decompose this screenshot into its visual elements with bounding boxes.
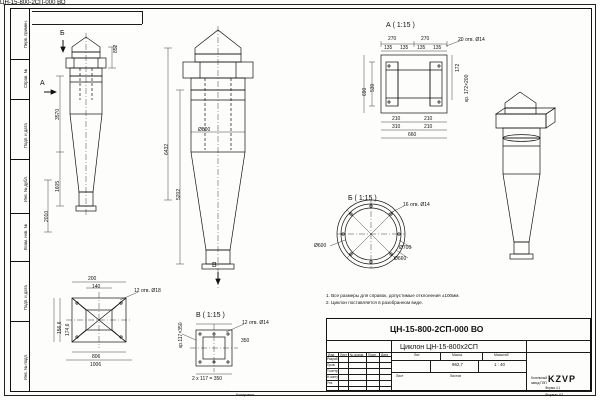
view-b-dim-d660: Ø660 xyxy=(394,256,407,262)
view-v-holes: 12 отв. Ø14 xyxy=(242,320,269,326)
view-v-dim-117: 2 х 117 = 350 xyxy=(192,376,223,382)
detail-dim-1746: 174,6 xyxy=(65,323,71,336)
left-label-5: Подп. и дата xyxy=(23,285,28,310)
view-v-dim-350: 350 xyxy=(241,338,250,344)
copy-label: Копировал xyxy=(236,393,255,397)
view-a-dim-172: 172 xyxy=(455,63,461,72)
section-label-v-center: В xyxy=(212,262,217,269)
notes-block xyxy=(326,292,576,306)
dim-2010: 2010 xyxy=(44,210,50,222)
tb-row-razrab: Разраб. xyxy=(327,357,339,361)
view-a-dim-270b: 270 xyxy=(421,36,430,42)
tb-scale-value: 1 : 40 xyxy=(494,362,505,367)
company-sub-2: завод ПЗП xyxy=(531,381,547,385)
note-line-2: 2. Циклон поставляется в разобранном виде. xyxy=(326,300,423,305)
tb-col-podp: Подп. xyxy=(368,352,377,357)
view-v-title: В ( 1:15 ) xyxy=(196,312,225,319)
left-label-4: Взам. инв. № xyxy=(23,224,28,250)
view-a-dim-210a: 210 xyxy=(392,116,401,122)
view-b-dim-d600: Ø600 xyxy=(314,243,327,249)
tb-col-data: Дата xyxy=(381,352,389,357)
tb-lit-label: Лит. xyxy=(414,353,421,357)
tb-row-nkontr: Н.контр. xyxy=(327,375,340,379)
view-a-dim-310: 310 xyxy=(392,124,401,130)
view-a-dim-135b: 135 xyxy=(400,45,409,51)
left-label-3: Инв. № дубл. xyxy=(23,176,28,202)
section-label-a-left: А xyxy=(40,80,45,87)
view-a-dim-135d: 135 xyxy=(433,45,442,51)
tb-mass-value: 962,7 xyxy=(452,362,463,367)
view-b-dim-d700: Ø700 xyxy=(399,245,412,251)
tb-col-dokum: № докум. xyxy=(350,352,365,357)
format-label: Формат A3 xyxy=(545,393,564,397)
left-label-1: Справ. № xyxy=(23,69,28,88)
title-name: Циклон ЦН-15-800х2СП xyxy=(400,344,478,351)
view-a-holes: 20 отв. Ø14 xyxy=(458,37,485,43)
detail-dim-1006: 1006 xyxy=(90,362,102,368)
dim-6432: 6432 xyxy=(164,143,170,155)
view-a-title: А ( 1:15 ) xyxy=(386,22,415,29)
view-a-dim-210b: 210 xyxy=(424,116,433,122)
tb-scale-label: Масштаб xyxy=(494,353,509,357)
view-a-dim-270a: 270 xyxy=(388,36,397,42)
note-line-1: 1. Все размеры для справок, допустимые отклонения ±100мм. xyxy=(326,293,460,298)
tb-row-utv: Утв. xyxy=(327,381,334,385)
left-label-6: Инв. № подл. xyxy=(23,353,28,380)
tb-col-izm: Изм. xyxy=(328,352,335,357)
tb-mass-label: Масса xyxy=(452,353,463,357)
left-label-2: Подп. и дата xyxy=(23,123,28,148)
dim-1605: 1605 xyxy=(55,180,61,192)
view-a-dim-135a: 135 xyxy=(384,45,393,51)
detail-dim-1566: 156,6 xyxy=(57,321,63,334)
company-sub-1: Котельный xyxy=(531,376,548,380)
view-a-dim-kr172: кр. 172×200 xyxy=(464,74,470,102)
view-b-holes: 16 отв. Ø14 xyxy=(403,202,430,208)
dim-5202: 5202 xyxy=(176,188,182,200)
header-designation: ЦН-15-800-2СП-000 ВО xyxy=(0,0,66,6)
detail-dim-806: 806 xyxy=(92,354,101,360)
detail-holes: 12 отв. Ø18 xyxy=(134,288,161,294)
dim-3570: 3570 xyxy=(55,108,61,120)
view-b-title: Б ( 1:15 ) xyxy=(348,195,377,202)
dim-d800: Ø800 xyxy=(198,127,211,133)
company-logo: KZVP xyxy=(548,374,577,384)
view-a-dim-530: 530 xyxy=(370,83,376,92)
title-designation: ЦН-15-800-2СП-000 ВО xyxy=(390,324,484,334)
form-note: Форма 4.1 xyxy=(545,386,561,390)
view-v-dim-kr117: кр.117×350 xyxy=(178,322,184,348)
tb-row-prov: Пров. xyxy=(327,363,336,367)
dim-852: 852 xyxy=(113,44,119,53)
view-a-dim-660: 660 xyxy=(408,132,417,138)
view-a-dim-135c: 135 xyxy=(417,45,426,51)
view-a-dim-210c: 210 xyxy=(424,124,433,130)
view-a-dim-690: 690 xyxy=(362,87,368,96)
detail-dim-140: 140 xyxy=(92,284,101,290)
left-label-0: Перв. примен. xyxy=(23,20,28,48)
detail-dim-200: 200 xyxy=(88,276,97,282)
tb-sheet-label: Лист xyxy=(396,374,404,378)
section-label-b-left: Б xyxy=(60,30,65,37)
tb-col-list: Лист xyxy=(340,352,347,357)
tb-sheets-label: Листов xyxy=(450,374,462,378)
tb-row-tkontr: Т.контр. xyxy=(327,369,339,373)
